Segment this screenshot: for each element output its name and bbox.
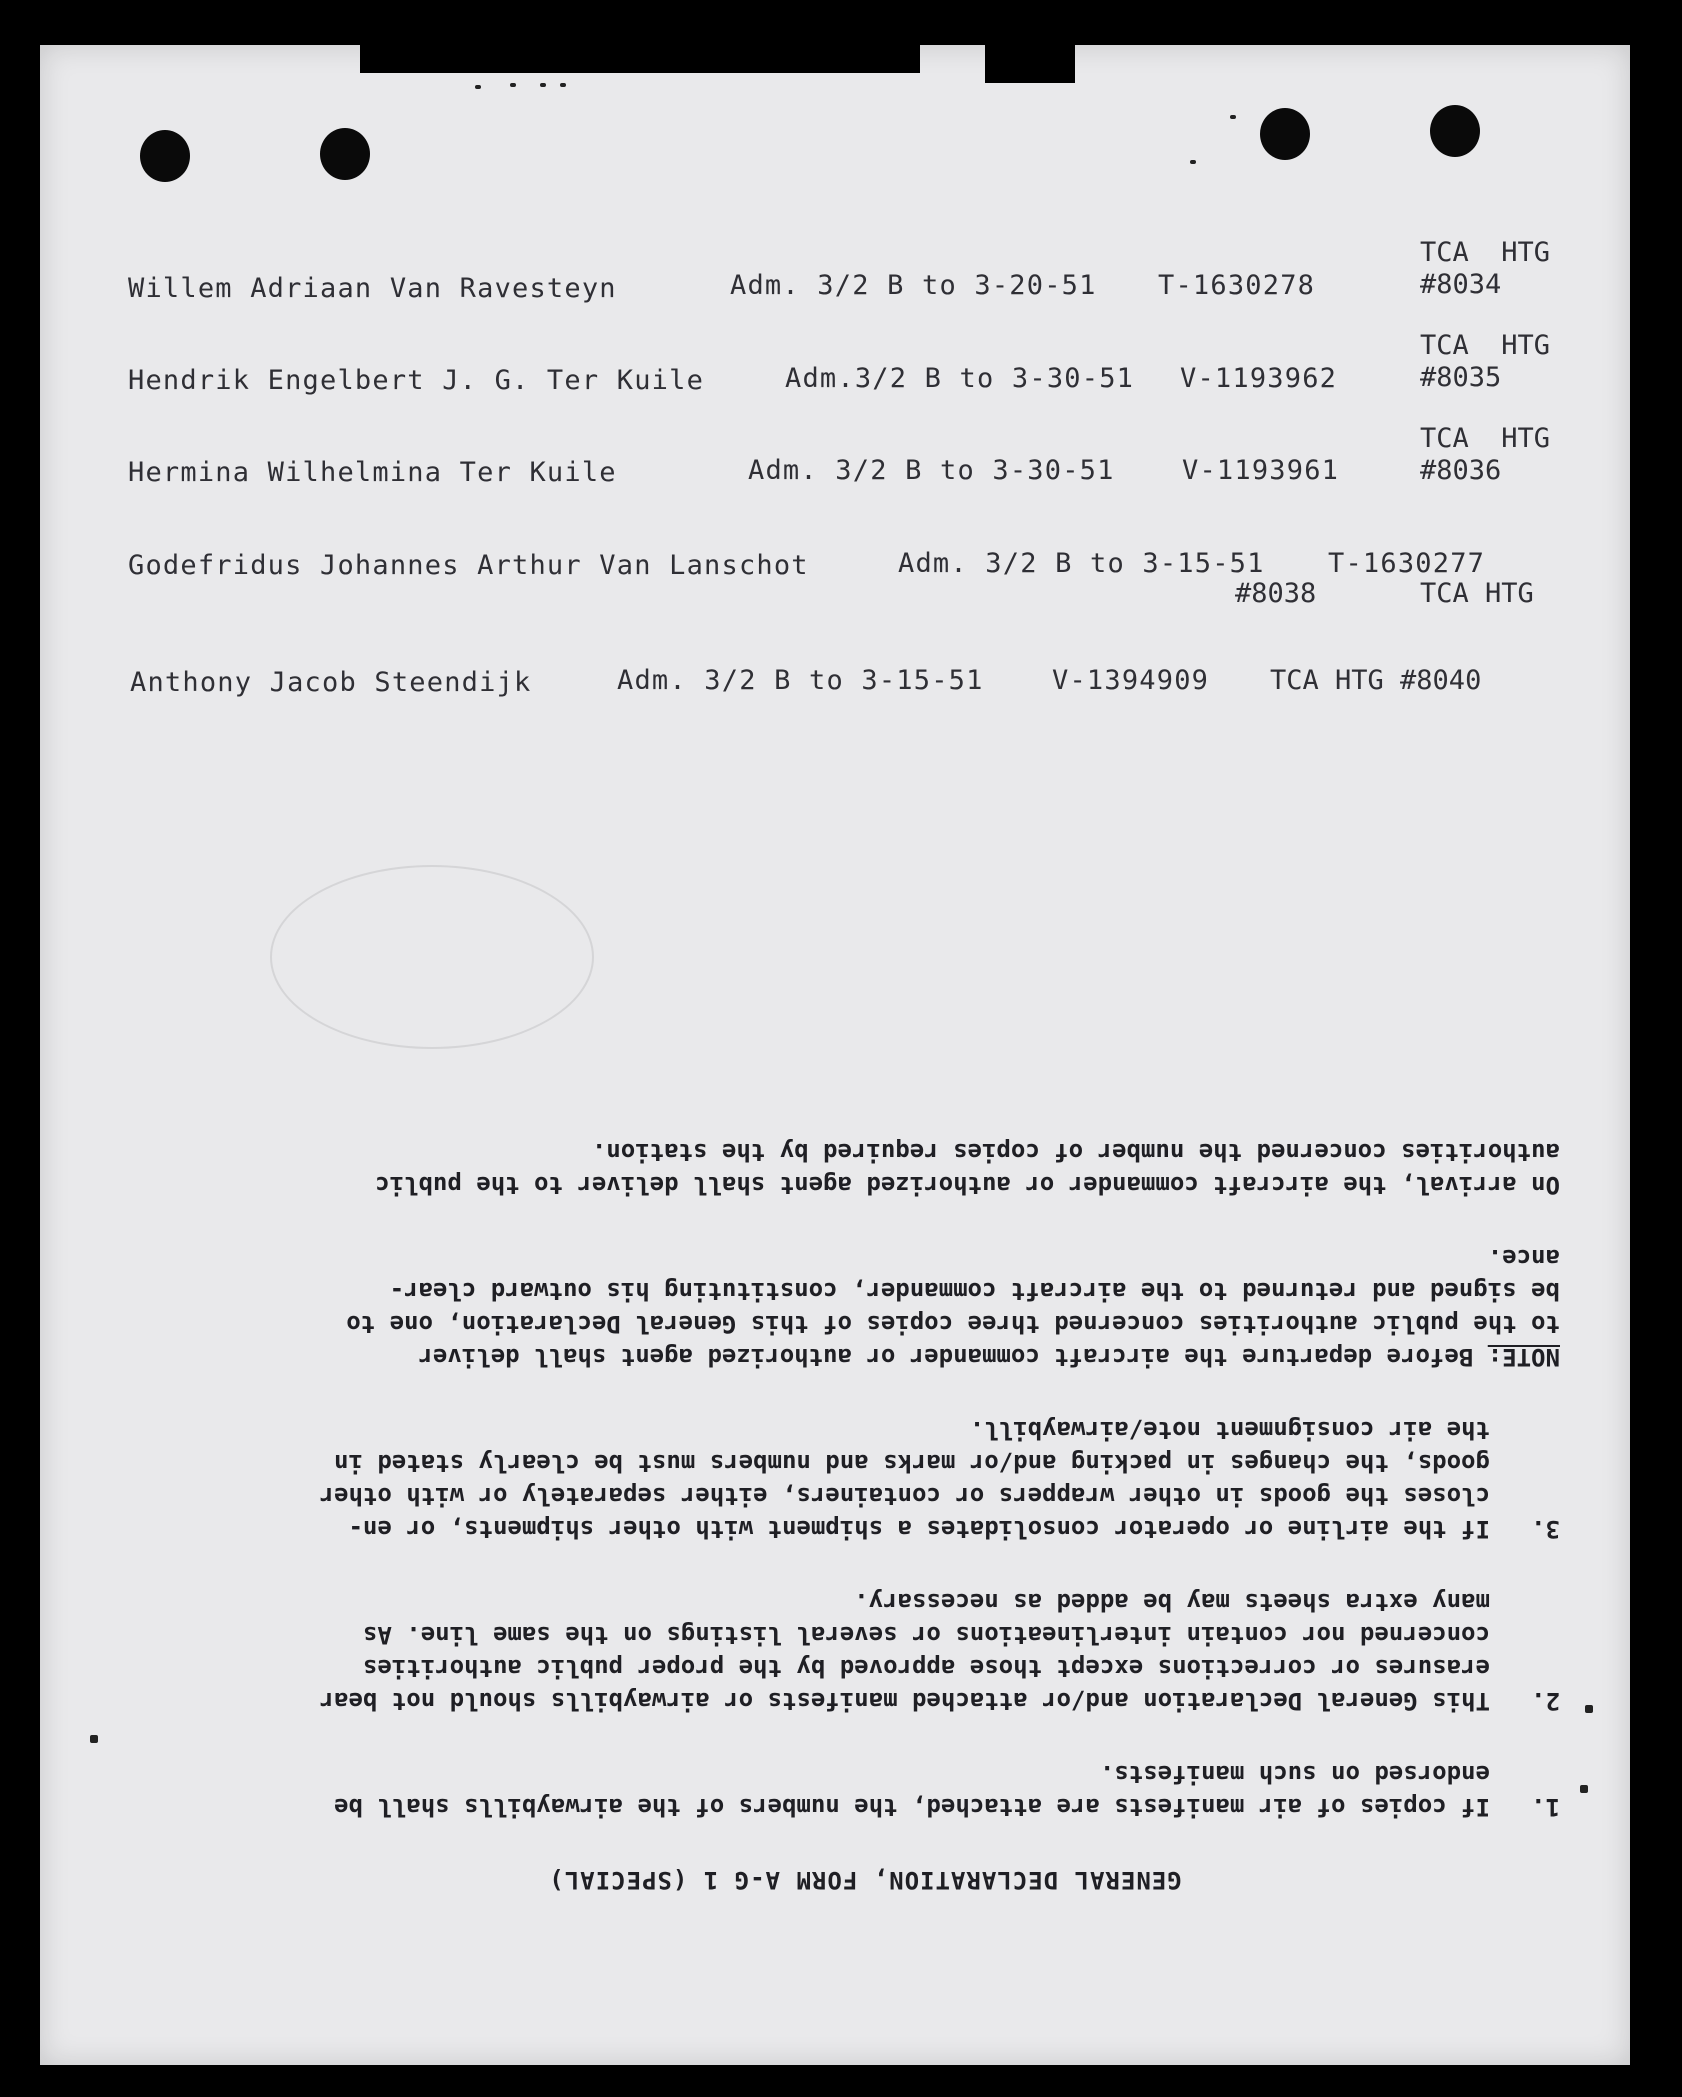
- instruction-text: If the airline or operator consolidates a shipment with other shipments, or en- closes the goods in other wrappers or containers, either separately or with other goods, the changes in packing and/or marks and numbers must be clearly stated in the air consignment note/airwaybill.: [319, 1416, 1490, 1543]
- instruction-text: This General Declaration and/or attached manifests or airwaybills should not bear erasures or corrections except those approved by the proper public authorities concerned nor contain interlineations or several listings on the same line. As many extra sheets may be added as necessary.: [319, 1588, 1490, 1715]
- passenger-name: Godefridus Johannes Arthur Van Lanschot: [128, 550, 809, 581]
- passenger-id: V-1394909: [1052, 665, 1210, 696]
- passenger-ref-line1: TCA HTG: [1420, 330, 1551, 361]
- instruction-item: [170, 1585, 1560, 1717]
- note-paragraph: [170, 1241, 1560, 1373]
- passenger-admission: Adm. 3/2 B to 3-30-51: [748, 455, 1115, 486]
- passenger-ref-line1: TCA HTG #8040: [1270, 665, 1482, 696]
- speck: [1585, 1705, 1593, 1713]
- speck: [1230, 115, 1236, 119]
- faint-stamp-impression: [270, 865, 594, 1049]
- passenger-ref-line2: #8035: [1420, 362, 1502, 393]
- passenger-name: Hendrik Engelbert J. G. Ter Kuile: [128, 365, 705, 396]
- instruction-number: 3.: [1531, 1515, 1560, 1543]
- passenger-name: Anthony Jacob Steendijk: [130, 667, 532, 698]
- speck: [475, 85, 481, 89]
- speck: [1580, 1785, 1588, 1793]
- passenger-id: T-1630277: [1328, 548, 1486, 579]
- top-notch-right: [985, 45, 1075, 83]
- arrival-paragraph: On arrival, the aircraft commander or authorized agent shall deliver to the public authorities concerned the number of copies required by the station.: [375, 1138, 1560, 1199]
- passenger-admission: Adm. 3/2 B to 3-20-51: [730, 270, 1097, 301]
- inverted-instructions: [170, 1095, 1560, 1896]
- passenger-name: Hermina Wilhelmina Ter Kuile: [128, 457, 617, 488]
- passenger-admission: Adm.3/2 B to 3-30-51: [785, 363, 1135, 394]
- passenger-ref-line2: #8034: [1420, 269, 1502, 300]
- top-notch-left: [360, 45, 920, 73]
- passenger-name: Willem Adriaan Van Ravesteyn: [128, 273, 617, 304]
- note-label: NOTE:: [1487, 1343, 1560, 1371]
- note-text: Before departure the aircraft commander or authorized agent shall deliver to the public authorities concerned three copies of this General Declaration, one to be signed and returned to the aircraft commander, constituting his outward clear- ance.: [346, 1244, 1560, 1371]
- passenger-ref-line1: #8038: [1235, 578, 1317, 609]
- passenger-admission: Adm. 3/2 B to 3-15-51: [617, 665, 984, 696]
- passenger-ref-line2: #8036: [1420, 455, 1502, 486]
- passenger-admission: Adm. 3/2 B to 3-15-51: [898, 548, 1265, 579]
- passenger-id: V-1193961: [1182, 455, 1340, 486]
- speck: [1190, 160, 1196, 164]
- passenger-ref-line1: TCA HTG: [1420, 237, 1551, 268]
- instruction-item: [170, 1413, 1560, 1545]
- punch-hole: [1430, 105, 1480, 157]
- speck: [540, 83, 546, 87]
- passenger-ref-line1: TCA HTG: [1420, 423, 1551, 454]
- passenger-id: T-1630278: [1158, 270, 1316, 301]
- instruction-number: 1.: [1531, 1793, 1560, 1821]
- instruction-number: 2.: [1531, 1687, 1560, 1715]
- speck: [510, 83, 516, 87]
- instruction-text: If copies of air manifests are attached, the numbers of the airwaybills shall be endorsed on such manifests.: [334, 1760, 1490, 1821]
- instruction-item: [170, 1757, 1560, 1823]
- punch-hole: [1260, 108, 1310, 160]
- speck: [560, 83, 566, 87]
- punch-hole: [140, 130, 190, 182]
- instructions-heading: GENERAL DECLARATION, FORM A-G 1 (SPECIAL): [548, 1866, 1182, 1894]
- punch-hole: [320, 128, 370, 180]
- speck: [90, 1735, 98, 1743]
- passenger-ref-line2: TCA HTG: [1420, 578, 1534, 609]
- document-page: [40, 45, 1630, 2065]
- passenger-id: V-1193962: [1180, 363, 1338, 394]
